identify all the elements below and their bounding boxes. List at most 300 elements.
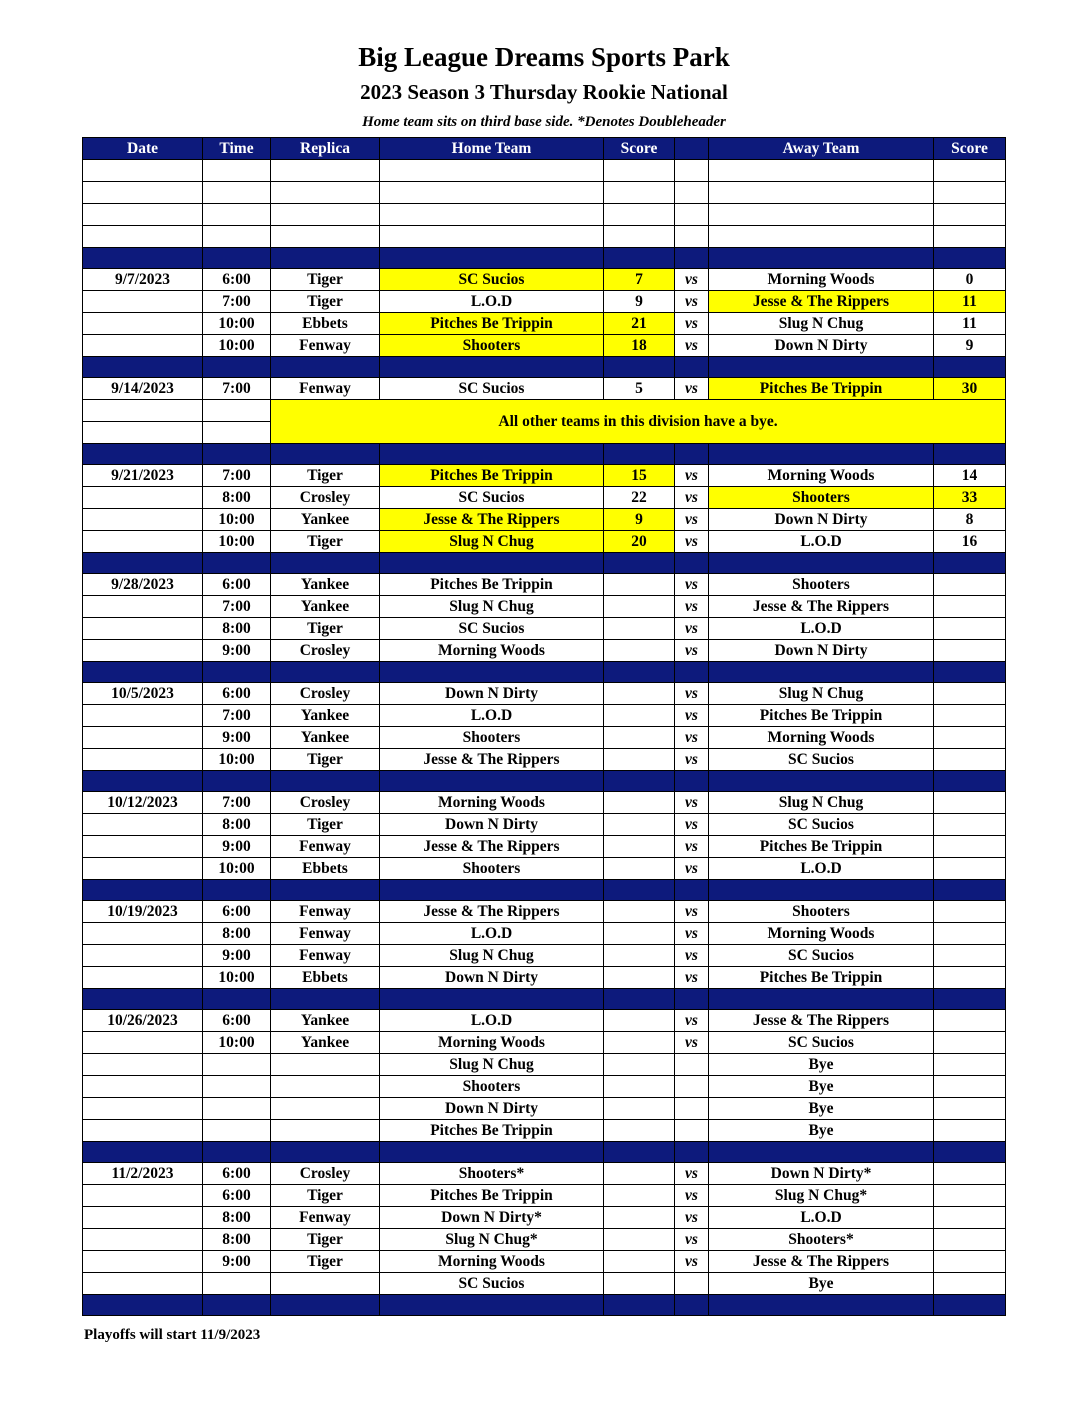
separator-cell [271,357,380,378]
bye-row [83,1098,1006,1120]
vs-cell: vs [675,1229,709,1251]
game-row [83,640,1006,662]
game-row [83,596,1006,618]
away-score-cell [934,814,1006,836]
separator-cell [675,880,709,901]
away-score-cell [934,1032,1006,1054]
separator-cell [934,553,1006,574]
vs-cell: vs [675,465,709,487]
week-separator-row [83,357,1006,378]
replica-field-cell: Yankee [271,705,380,727]
separator-cell [380,248,604,269]
replica-field-cell [271,1098,380,1120]
separator-cell [709,662,934,683]
date-cell [83,291,203,313]
schedule-table [82,137,1006,1316]
empty-cell [203,226,271,248]
replica-field-cell: Tiger [271,1251,380,1273]
away-score-cell [934,1076,1006,1098]
home-team-cell: L.O.D [380,291,604,313]
game-row [83,1010,1006,1032]
separator-cell [271,1295,380,1316]
page-subtitle: 2023 Season 3 Thursday Rookie National [360,80,728,104]
separator-cell [83,989,203,1010]
away-team-cell: Jesse & The Rippers [709,596,934,618]
date-cell: 9/28/2023 [83,574,203,596]
separator-cell [934,880,1006,901]
date-cell [83,727,203,749]
home-score-cell: 15 [604,465,675,487]
empty-cell [83,182,203,204]
vs-cell: vs [675,1185,709,1207]
replica-field-cell: Crosley [271,640,380,662]
home-score-cell [604,836,675,858]
replica-field-cell: Ebbets [271,313,380,335]
home-score-cell [604,574,675,596]
date-cell [83,1229,203,1251]
date-cell [83,1185,203,1207]
home-score-cell: 5 [604,378,675,400]
time-cell: 7:00 [203,291,271,313]
replica-field-cell: Crosley [271,487,380,509]
away-team-cell: Slug N Chug* [709,1185,934,1207]
home-score-cell [604,814,675,836]
home-score-cell [604,1229,675,1251]
away-team-cell: Down N Dirty [709,509,934,531]
away-team-cell: L.O.D [709,531,934,553]
time-cell: 9:00 [203,640,271,662]
away-score-cell [934,705,1006,727]
time-cell: 7:00 [203,705,271,727]
time-cell: 7:00 [203,792,271,814]
home-team-cell: Jesse & The Rippers [380,901,604,923]
col-header-date: Date [83,138,203,160]
away-score-cell [934,596,1006,618]
replica-field-cell: Crosley [271,792,380,814]
replica-field-cell: Ebbets [271,967,380,989]
time-cell: 10:00 [203,967,271,989]
separator-cell [934,662,1006,683]
home-score-cell [604,727,675,749]
game-row [83,705,1006,727]
away-team-cell: Shooters [709,487,934,509]
vs-cell [675,1273,709,1295]
vs-cell: vs [675,1163,709,1185]
replica-field-cell: Tiger [271,291,380,313]
empty-cell [203,204,271,226]
time-cell: 6:00 [203,574,271,596]
home-score-cell [604,1054,675,1076]
away-team-cell: Morning Woods [709,269,934,291]
separator-cell [380,553,604,574]
away-team-cell: Slug N Chug [709,683,934,705]
vs-cell: vs [675,291,709,313]
game-row [83,1251,1006,1273]
home-team-cell: SC Sucios [380,1273,604,1295]
time-cell [203,1098,271,1120]
time-cell: 6:00 [203,1185,271,1207]
separator-cell [380,1295,604,1316]
home-team-cell: Slug N Chug* [380,1229,604,1251]
away-team-cell: Morning Woods [709,923,934,945]
home-team-cell: Pitches Be Trippin [380,1120,604,1142]
away-score-cell [934,1207,1006,1229]
game-row [83,378,1006,400]
home-team-cell: Down N Dirty [380,683,604,705]
empty-cell [934,160,1006,182]
home-team-cell: Down N Dirty [380,1098,604,1120]
away-team-cell: Pitches Be Trippin [709,705,934,727]
separator-cell [203,444,271,465]
empty-row [83,226,1006,248]
away-team-cell: Morning Woods [709,465,934,487]
separator-cell [203,357,271,378]
separator-cell [203,1295,271,1316]
game-row [83,487,1006,509]
game-row [83,923,1006,945]
week-separator-row [83,248,1006,269]
home-score-cell: 9 [604,291,675,313]
vs-cell: vs [675,269,709,291]
away-score-cell [934,945,1006,967]
separator-cell [83,1295,203,1316]
time-cell: 10:00 [203,858,271,880]
replica-field-cell: Crosley [271,1163,380,1185]
away-score-cell: 16 [934,531,1006,553]
home-team-cell: SC Sucios [380,378,604,400]
away-score-cell: 8 [934,509,1006,531]
separator-cell [709,553,934,574]
empty-cell [604,204,675,226]
time-cell: 7:00 [203,465,271,487]
separator-cell [604,248,675,269]
home-team-cell: SC Sucios [380,269,604,291]
home-team-cell: Jesse & The Rippers [380,836,604,858]
home-score-cell [604,901,675,923]
away-team-cell: Bye [709,1076,934,1098]
time-cell: 10:00 [203,749,271,771]
away-team-cell: Slug N Chug [709,313,934,335]
home-score-cell [604,1010,675,1032]
home-score-cell [604,749,675,771]
empty-cell [604,160,675,182]
time-cell: 9:00 [203,727,271,749]
home-team-cell: Morning Woods [380,1251,604,1273]
vs-cell: vs [675,1032,709,1054]
time-cell: 7:00 [203,378,271,400]
date-cell [83,814,203,836]
date-cell: 9/21/2023 [83,465,203,487]
replica-field-cell: Yankee [271,574,380,596]
away-team-cell: Down N Dirty* [709,1163,934,1185]
away-team-cell: Morning Woods [709,727,934,749]
bye-row [83,1120,1006,1142]
empty-cell [604,226,675,248]
schedule-body [83,160,1006,1316]
replica-field-cell: Fenway [271,335,380,357]
vs-cell: vs [675,1251,709,1273]
away-score-cell: 11 [934,313,1006,335]
away-team-cell: SC Sucios [709,945,934,967]
separator-cell [271,989,380,1010]
date-cell [83,923,203,945]
home-score-cell [604,618,675,640]
away-score-cell [934,640,1006,662]
away-score-cell [934,1163,1006,1185]
home-score-cell: 21 [604,313,675,335]
vs-cell: vs [675,901,709,923]
replica-field-cell: Tiger [271,618,380,640]
home-team-cell: Slug N Chug [380,531,604,553]
date-cell: 10/12/2023 [83,792,203,814]
home-team-cell: Shooters* [380,1163,604,1185]
vs-cell: vs [675,792,709,814]
vs-cell: vs [675,618,709,640]
away-score-cell: 14 [934,465,1006,487]
replica-field-cell: Tiger [271,749,380,771]
replica-field-cell: Fenway [271,836,380,858]
away-team-cell: Bye [709,1098,934,1120]
separator-cell [271,553,380,574]
away-score-cell [934,683,1006,705]
vs-cell: vs [675,1207,709,1229]
col-header-vs [675,138,709,160]
game-row [83,749,1006,771]
time-cell: 6:00 [203,1163,271,1185]
separator-cell [604,880,675,901]
date-cell [83,836,203,858]
away-team-cell: SC Sucios [709,1032,934,1054]
empty-cell [675,160,709,182]
separator-cell [709,357,934,378]
separator-cell [709,989,934,1010]
separator-cell [271,444,380,465]
away-team-cell: Slug N Chug [709,792,934,814]
away-team-cell: Bye [709,1120,934,1142]
away-team-cell: Bye [709,1054,934,1076]
date-cell [83,313,203,335]
separator-cell [83,357,203,378]
week-separator-row [83,553,1006,574]
separator-cell [675,553,709,574]
date-cell [83,1098,203,1120]
home-team-cell: L.O.D [380,705,604,727]
week-separator-row [83,771,1006,792]
empty-cell [709,160,934,182]
home-score-cell: 20 [604,531,675,553]
home-score-cell [604,967,675,989]
time-cell: 6:00 [203,1010,271,1032]
separator-cell [709,1295,934,1316]
separator-cell [83,553,203,574]
home-team-cell: Slug N Chug [380,596,604,618]
game-row [83,727,1006,749]
game-row [83,335,1006,357]
vs-cell: vs [675,858,709,880]
home-score-cell: 7 [604,269,675,291]
date-cell [83,487,203,509]
separator-cell [934,1295,1006,1316]
separator-cell [675,662,709,683]
home-score-cell [604,1273,675,1295]
game-row [83,945,1006,967]
separator-cell [203,880,271,901]
game-row [83,814,1006,836]
away-team-cell: Jesse & The Rippers [709,1251,934,1273]
replica-field-cell [271,1054,380,1076]
empty-cell [83,160,203,182]
empty-cell [709,226,934,248]
home-score-cell [604,683,675,705]
bye-banner-row [83,400,1006,422]
home-score-cell [604,945,675,967]
time-cell [203,422,271,444]
col-header-replica: Replica [271,138,380,160]
away-score-cell [934,1229,1006,1251]
away-score-cell [934,1010,1006,1032]
away-team-cell: Jesse & The Rippers [709,1010,934,1032]
date-cell [83,422,203,444]
home-team-cell: Pitches Be Trippin [380,313,604,335]
vs-cell [675,1076,709,1098]
col-header-home-team: Home Team [380,138,604,160]
separator-cell [83,880,203,901]
away-score-cell [934,901,1006,923]
away-score-cell [934,727,1006,749]
separator-cell [271,771,380,792]
home-score-cell [604,858,675,880]
time-cell [203,1120,271,1142]
game-row [83,1229,1006,1251]
date-cell [83,1032,203,1054]
separator-cell [604,662,675,683]
bye-banner: All other teams in this division have a bye. [271,400,1006,444]
time-cell: 10:00 [203,313,271,335]
away-team-cell: Shooters* [709,1229,934,1251]
home-score-cell [604,792,675,814]
replica-field-cell: Fenway [271,923,380,945]
home-score-cell [604,1207,675,1229]
separator-cell [934,1142,1006,1163]
date-cell [83,858,203,880]
away-team-cell: Pitches Be Trippin [709,378,934,400]
replica-field-cell: Yankee [271,596,380,618]
empty-cell [380,226,604,248]
away-team-cell: Shooters [709,901,934,923]
away-team-cell: Pitches Be Trippin [709,967,934,989]
vs-cell: vs [675,596,709,618]
home-team-cell: Morning Woods [380,1032,604,1054]
separator-cell [604,771,675,792]
home-team-cell: L.O.D [380,923,604,945]
date-cell: 10/5/2023 [83,683,203,705]
empty-cell [709,182,934,204]
separator-cell [934,989,1006,1010]
vs-cell: vs [675,313,709,335]
away-team-cell: Down N Dirty [709,335,934,357]
empty-cell [934,226,1006,248]
date-cell: 9/7/2023 [83,269,203,291]
time-cell: 8:00 [203,814,271,836]
home-score-cell [604,1098,675,1120]
week-separator-row [83,1142,1006,1163]
replica-field-cell: Yankee [271,1010,380,1032]
date-cell [83,335,203,357]
empty-cell [380,204,604,226]
replica-field-cell [271,1273,380,1295]
game-row [83,465,1006,487]
away-score-cell: 11 [934,291,1006,313]
separator-cell [203,771,271,792]
home-score-cell: 22 [604,487,675,509]
date-cell [83,640,203,662]
away-score-cell [934,1273,1006,1295]
replica-field-cell: Fenway [271,945,380,967]
separator-cell [675,1142,709,1163]
time-cell: 9:00 [203,945,271,967]
empty-cell [203,160,271,182]
separator-cell [380,444,604,465]
away-score-cell [934,923,1006,945]
game-row [83,683,1006,705]
time-cell [203,1054,271,1076]
separator-cell [83,248,203,269]
away-score-cell [934,1098,1006,1120]
game-row [83,1163,1006,1185]
home-team-cell: Shooters [380,335,604,357]
replica-field-cell [271,1120,380,1142]
home-score-cell [604,640,675,662]
separator-cell [934,248,1006,269]
empty-row [83,160,1006,182]
separator-cell [709,771,934,792]
empty-cell [934,204,1006,226]
game-row [83,313,1006,335]
home-team-cell: Jesse & The Rippers [380,749,604,771]
home-score-cell [604,1120,675,1142]
vs-cell [675,1054,709,1076]
home-score-cell [604,923,675,945]
separator-cell [675,444,709,465]
home-team-cell: Shooters [380,727,604,749]
empty-row [83,182,1006,204]
empty-cell [380,182,604,204]
separator-cell [203,1142,271,1163]
date-cell [83,531,203,553]
date-cell [83,749,203,771]
replica-field-cell: Fenway [271,901,380,923]
replica-field-cell: Ebbets [271,858,380,880]
away-score-cell [934,1054,1006,1076]
home-score-cell [604,1251,675,1273]
vs-cell: vs [675,531,709,553]
separator-cell [675,357,709,378]
game-row [83,574,1006,596]
vs-cell: vs [675,574,709,596]
time-cell: 7:00 [203,596,271,618]
separator-cell [934,357,1006,378]
home-team-cell: SC Sucios [380,618,604,640]
time-cell: 6:00 [203,683,271,705]
separator-cell [203,248,271,269]
time-cell: 8:00 [203,1229,271,1251]
away-team-cell: SC Sucios [709,814,934,836]
vs-cell: vs [675,967,709,989]
separator-cell [604,553,675,574]
vs-cell: vs [675,640,709,662]
replica-field-cell: Yankee [271,1032,380,1054]
home-team-cell: Morning Woods [380,792,604,814]
